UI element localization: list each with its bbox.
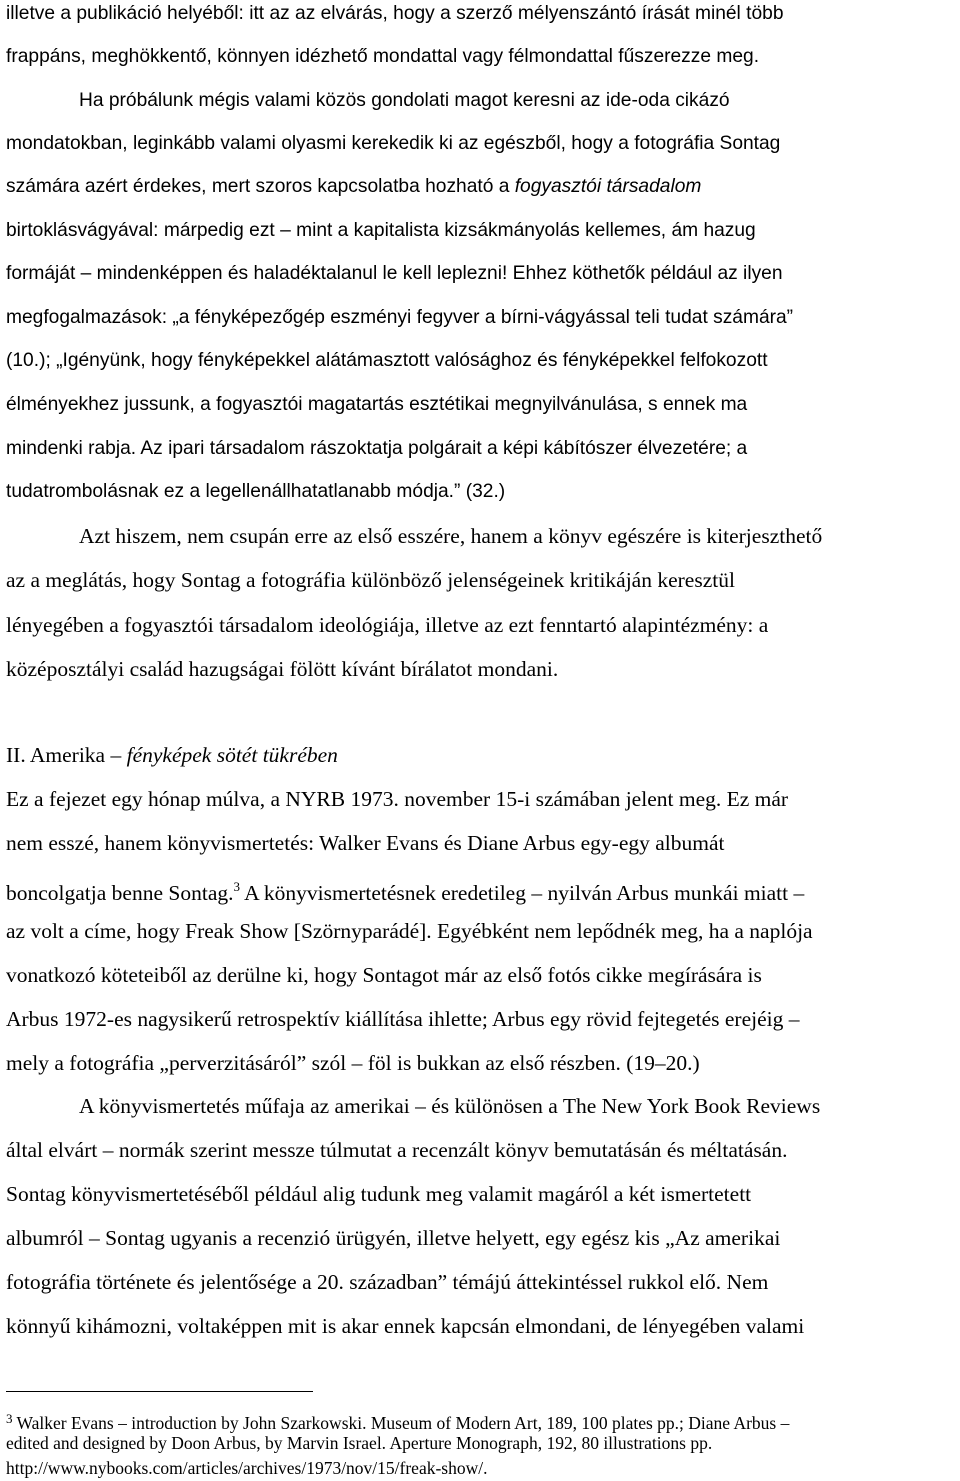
text-run: Arbus 1972-es nagysikerű retrospektív kiállítása ihlette; Arbus egy rövid fejtegetés erejéig – xyxy=(6,1007,800,1031)
text-run: nem esszé, hanem könyvismertetés: Walker Evans és Diane Arbus egy-egy albumát xyxy=(6,831,725,855)
text-run: frappáns, meghökkentő, könnyen idézhető mondattal vagy félmondattal fűszerezze meg. xyxy=(6,46,760,67)
text-run: Azt hiszem, nem csupán erre az első esszére, hanem a könyv egészére is kiterjeszthető xyxy=(79,524,823,548)
text-run: tudatrombolásnak ez a legellenállhatatlanabb módja.” (32.) xyxy=(6,481,506,502)
text-line xyxy=(79,1093,820,1119)
text-run: boncolgatja benne Sontag. xyxy=(6,881,234,905)
text-line xyxy=(79,88,730,114)
text-line xyxy=(6,1,784,27)
text-run: formáját – mindenképpen és haladéktalanul le kell leplezni! Ehhez köthetők például az ilyen xyxy=(6,263,783,284)
text-line xyxy=(6,348,768,374)
text-line xyxy=(6,392,747,418)
text-run: Ez a fejezet egy hónap múlva, a NYRB 1973. november 15-i számában jelent meg. Ez már xyxy=(6,787,789,811)
text-line xyxy=(6,567,735,593)
text-line xyxy=(6,174,701,200)
text-run: birtoklásvágyával: márpedig ezt – mint a kapitalista kizsákmányolás kellemes, ám hazug xyxy=(6,220,756,241)
text-run: Sontag könyvismertetéséből például alig tudunk meg valamit magáról a két ismertetett xyxy=(6,1182,752,1206)
text-run: II. Amerika – xyxy=(6,743,127,767)
text-run: által elvárt – normák szerint messze túlmutat a recenzált könyv bemutatásán és méltatásán. xyxy=(6,1138,788,1162)
text-run: mondatokban, leginkább valami olyasmi kerekedik ki az egészből, hogy a fotográfia Sontag xyxy=(6,133,781,154)
text-run: az volt a címe, hogy Freak Show [Szörnyparádé]. Egyébként nem lepődnék meg, ha a naplója xyxy=(6,919,813,943)
text-line xyxy=(6,479,505,505)
text-run: lényegében a fogyasztói társadalom ideológiája, illetve az ezt fenntartó alapintézmény: a xyxy=(6,613,769,637)
text-run: az a meglátás, hogy Sontag a fotográfia különböző jelenségeinek kritikáján keresztül xyxy=(6,568,735,592)
text-run: A könyvismertetés műfaja az amerikai – és különösen a The New York Book Reviews xyxy=(79,1094,821,1118)
text-line xyxy=(6,1181,751,1207)
text-line xyxy=(79,523,822,549)
footnote-text: Walker Evans – introduction by John Szarkowski. Museum of Modern Art, 189, 100 plates pp.; Diane Arbus – xyxy=(16,1413,790,1433)
text-line xyxy=(6,742,338,768)
footnote-number: 3 xyxy=(6,1411,13,1426)
footnote-line xyxy=(6,1430,712,1456)
text-line xyxy=(6,830,725,856)
text-line xyxy=(6,656,558,682)
text-line xyxy=(6,261,783,287)
text-line xyxy=(6,1137,787,1163)
text-line xyxy=(6,786,788,812)
text-line xyxy=(6,612,768,638)
text-run: (10.); „Igényünk, hogy fényképekkel alátámasztott valósághoz és fényképekkel felfokozott xyxy=(6,350,768,371)
italic-text-run: fogyasztói társadalom xyxy=(514,176,702,197)
text-run: vonatkozó köteteiből az derülne ki, hogy Sontagot már az első fotós cikke megírására is xyxy=(6,963,762,987)
text-run: megfogalmazások: „a fényképezőgép eszményi fegyver a bírni-vágyással teli tudat számára” xyxy=(6,307,794,328)
text-line xyxy=(6,1006,799,1032)
text-run: középosztályi család hazugságai fölött kívánt bírálatot mondani. xyxy=(6,657,559,681)
text-run: könnyű kihámozni, voltaképpen mit is akar ennek kapcsán elmondani, de lényegében valami xyxy=(6,1314,805,1338)
text-line xyxy=(6,1313,804,1339)
footnote-text: edited and designed by Doon Arbus, by Marvin Israel. Aperture Monograph, 192, 80 illustrations pp. xyxy=(6,1433,713,1453)
text-line xyxy=(6,436,747,462)
text-line xyxy=(6,218,756,244)
footnote-separator xyxy=(6,1391,313,1392)
footnote-text: http://www.nybooks.com/articles/archives/1973/nov/15/freak-show/. xyxy=(6,1458,488,1478)
text-line xyxy=(6,1269,768,1295)
text-run: albumról – Sontag ugyanis a recenzió ürügyén, illetve helyett, egy egész kis „Az amerikai xyxy=(6,1226,781,1250)
text-line xyxy=(6,1225,780,1251)
text-line xyxy=(6,44,759,70)
text-run: Ha próbálunk mégis valami közös gondolati magot keresni az ide-oda cikázó xyxy=(79,90,730,111)
text-run: mindenki rabja. Az ipari társadalom rászoktatja polgárait a képi kábítószer élvezetére; a xyxy=(6,438,748,459)
italic-text-run: fényképek sötét tükrében xyxy=(126,743,338,767)
text-line xyxy=(6,962,762,988)
text-run: mely a fotográfia „perverzitásáról” szól – föl is bukkan az első részben. (19–20.) xyxy=(6,1051,700,1075)
text-line xyxy=(6,1050,700,1076)
text-line xyxy=(6,918,813,944)
text-line xyxy=(6,305,793,331)
text-line xyxy=(6,874,804,906)
text-run: számára azért érdekes, mert szoros kapcsolatba hozható a xyxy=(6,176,515,197)
text-run: élményekhez jussunk, a fogyasztói magatartás esztétikai megnyilvánulása, s ennek ma xyxy=(6,394,748,415)
text-run: illetve a publikáció helyéből: itt az az elvárás, hogy a szerző mélyenszántó írását minél több xyxy=(6,3,784,24)
text-line xyxy=(6,131,780,157)
text-run: fotográfia története és jelentősége a 20. században” témájú áttekintéssel rukkol elő. Nem xyxy=(6,1270,769,1294)
footnote-reference: 3 xyxy=(233,879,240,894)
footnote-line xyxy=(6,1455,487,1481)
text-run: A könyvismertetésnek eredetileg – nyilván Arbus munkái miatt – xyxy=(239,881,805,905)
